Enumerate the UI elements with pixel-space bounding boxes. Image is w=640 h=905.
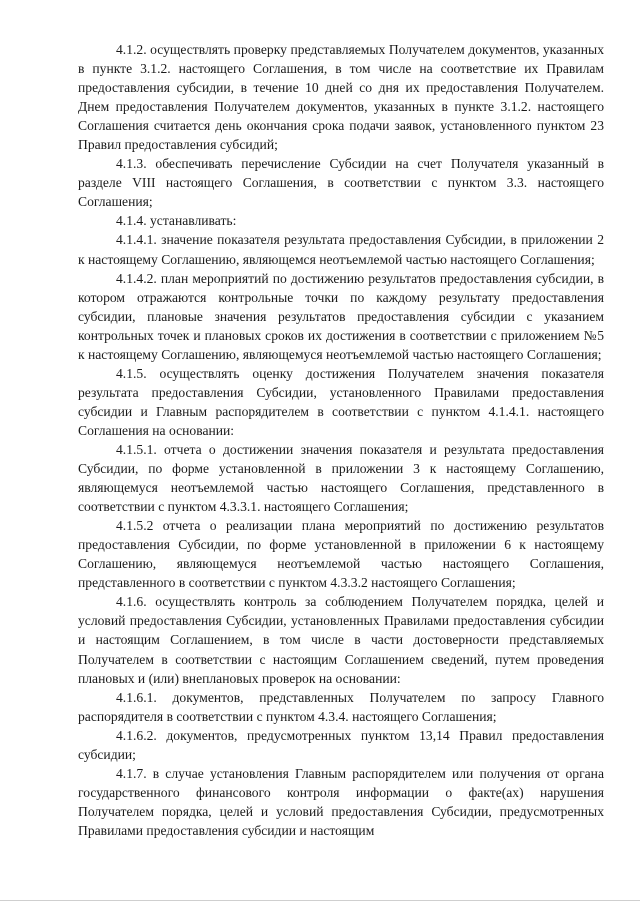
paragraph-4-1-3: 4.1.3. обеспечивать перечисление Субсидии на счет Получателя указанный в разделе VIII настоящего Соглашения, в соответствии с пунктом 3.3. настоящего Соглашения;: [78, 156, 604, 210]
paragraph-4-1-4-1: 4.1.4.1. значение показателя результата предоставления Субсидии, в приложении 2 к настоящему Соглашению, являющемся неотъемлемой частью настоящего Соглашения;: [78, 232, 604, 267]
page-bottom-edge: [0, 900, 640, 901]
paragraph-4-1-5-1: 4.1.5.1. отчета о достижении значения показателя и результата предоставления Субсидии, по форме установленной в приложении 3 к настоящему Соглашению, являющемуся неотъемлемой частью настоящего Соглашения, представленного в соответствии с пунктом 4.3.3.1. настоящего Соглашения;: [78, 441, 604, 515]
paragraph-4-1-4: 4.1.4. устанавливать:: [116, 213, 237, 229]
paragraph-4-1-5: 4.1.5. осуществлять оценку достижения Получателем значения показателя результата предоставления Субсидии, установленного Правилами предоставления субсидии и Главным распорядителем в соответствии с пунктом 4.1.4.1. настоящего Соглашения на основании:: [78, 365, 604, 438]
paragraph-4-1-2: 4.1.2. осуществлять проверку представляемых Получателем документов, указанных в пункте 3.1.2. настоящего Соглашения, в том числе на соответствие их Правилам предоставления субсидии, в течение 10 дней со дня их предоставления Получателем. Днем предоставления Получателем документов, указанных в пункте 3.1.2. настоящего Соглашения считается день окончания срока подачи заявок, установленного пунктом 23 Правил предоставления субсидий;: [78, 42, 604, 153]
paragraph-4-1-6-2: 4.1.6.2. документов, предусмотренных пунктом 13,14 Правил предоставления субсидии;: [78, 727, 604, 762]
document-body: [78, 40, 604, 840]
paragraph-4-1-5-2: 4.1.5.2 отчета о реализации плана мероприятий по достижению результатов предоставления Субсидии, по форме установленной в приложении 6 к настоящему Соглашению, являющемуся неотъемлемой частью настоящего Соглашения, представленного в соответствии с пунктом 4.3.3.2 настоящего Соглашения;: [78, 518, 604, 591]
paragraph-4-1-7: 4.1.7. в случае установления Главным распорядителем или получения от органа государственного финансового контроля информации о факте(ах) нарушения Получателем порядка, целей и условий предоставления Субсидии, предусмотренных Правилами предоставления субсидии и настоящим: [78, 765, 604, 838]
paragraph-4-1-6-1: 4.1.6.1. документов, представленных Получателем по запросу Главного распорядителя в соответствии с пунктом 4.3.4. настоящего Соглашения;: [78, 689, 604, 724]
paragraph-4-1-6: 4.1.6. осуществлять контроль за соблюдением Получателем порядка, целей и условий предоставления Субсидии, установленных Правилами предоставления субсидии и настоящим Соглашением, в том числе в части достоверности представляемых Получателем в соответствии с настоящим Соглашением сведений, путем проведения плановых и (или) внеплановых проверок на основании:: [78, 594, 604, 686]
paragraph-4-1-4-2: 4.1.4.2. план мероприятий по достижению результатов предоставления субсидии, в котором отражаются контрольные точки по каждому результату предоставления субсидии, плановые значения результатов предоставления субсидии с указанием контрольных точек и плановых сроков их достижения в соответствии с приложением №5 к настоящему Соглашению, являющемуся неотъемлемой частью настоящего Соглашения;: [78, 270, 604, 362]
